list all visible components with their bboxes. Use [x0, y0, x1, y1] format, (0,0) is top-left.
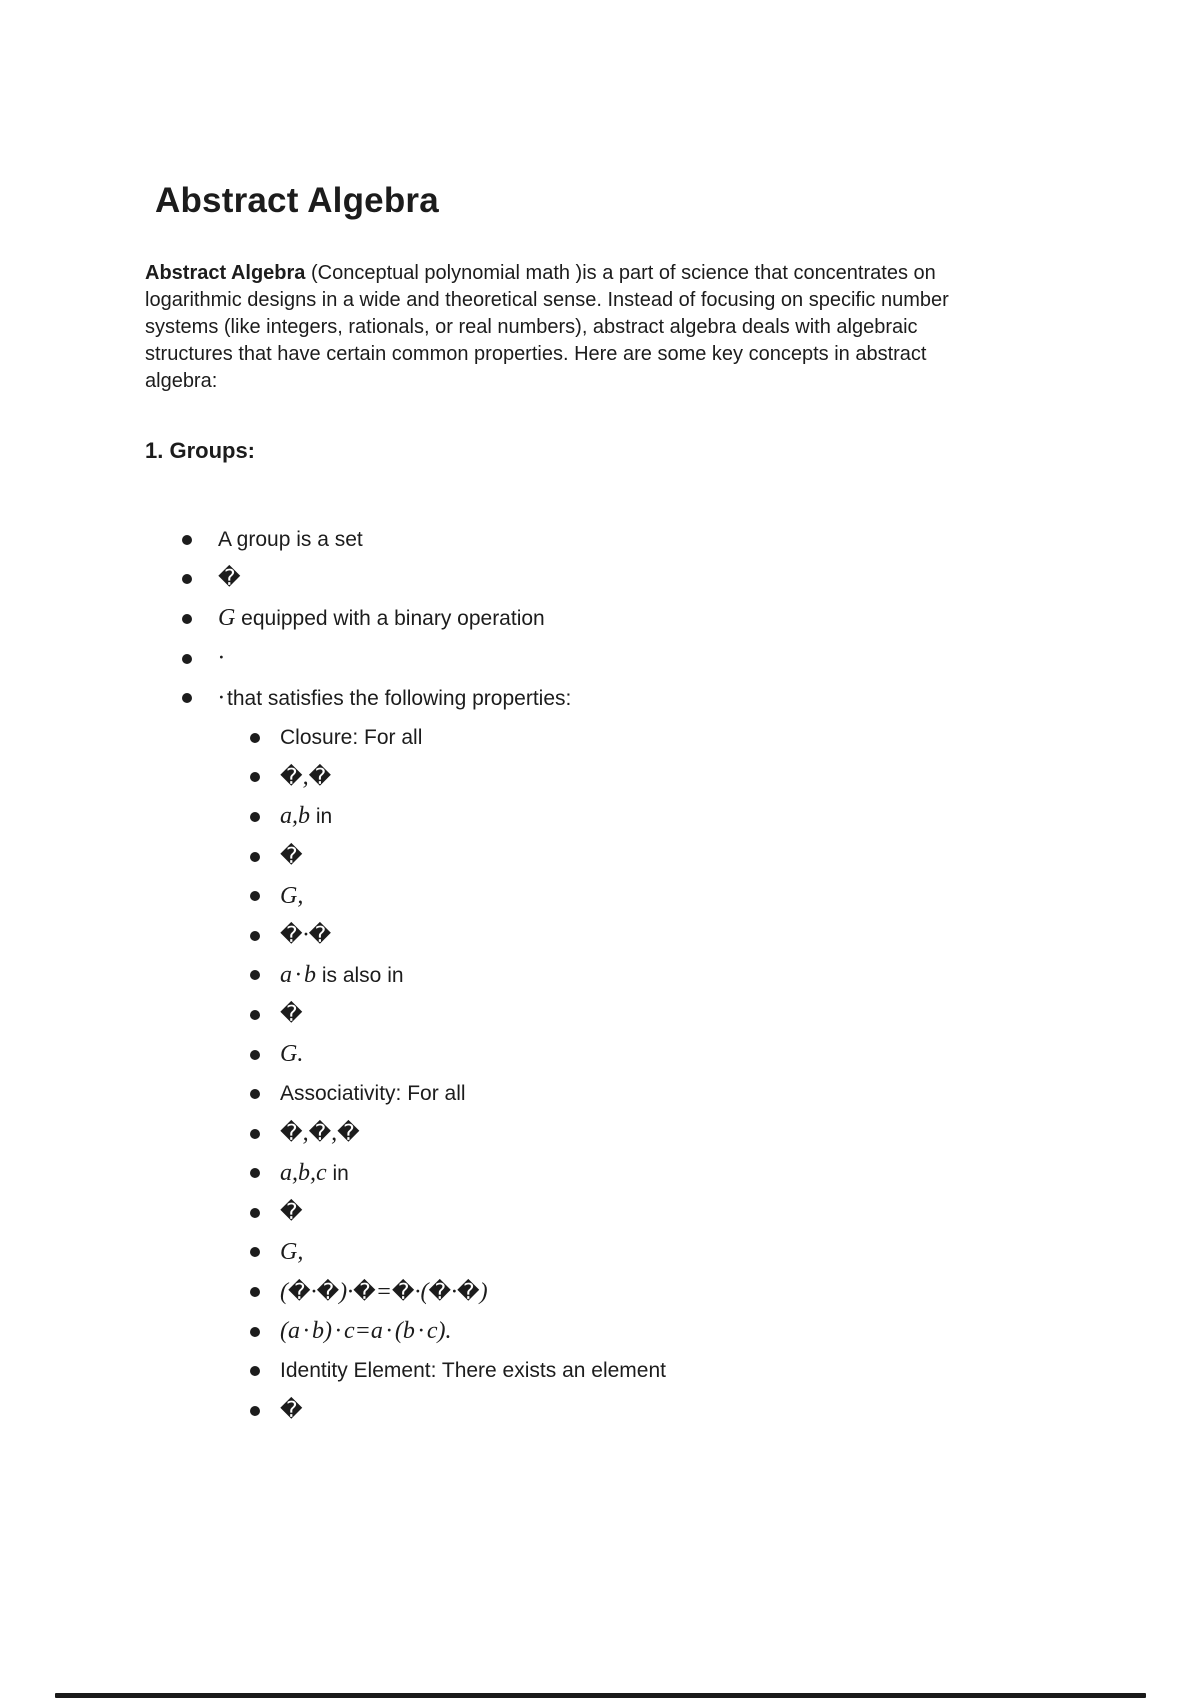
math-token: · [451, 1278, 458, 1305]
list-item [0, 1154, 1200, 1194]
intro-line-text: (Conceptual polynomial math )is a part of science that concentrates on [305, 262, 936, 284]
math-token: = [375, 1278, 392, 1305]
bullet-icon [182, 535, 192, 545]
list-item [0, 1272, 1200, 1312]
intro-line: structures that have certain common properties. Here are some key concepts in abstract [145, 343, 927, 365]
groups-list [0, 520, 1200, 1431]
list-item [0, 639, 1200, 679]
list-item-text [218, 643, 224, 674]
list-item [0, 995, 1200, 1035]
bullet-icon [250, 1327, 260, 1337]
bullet-icon [250, 1050, 260, 1060]
list-item-text [280, 960, 404, 991]
math-token: G. [280, 1041, 304, 1068]
list-item-text [218, 564, 241, 594]
bullet-icon [250, 1089, 260, 1099]
bullet-icon [250, 1208, 260, 1218]
bullet-icon [250, 852, 260, 862]
list-item-text [280, 1396, 303, 1426]
list-item [0, 956, 1200, 996]
replacement-char: � [457, 1279, 480, 1305]
math-token: ·( [414, 1278, 429, 1305]
replacement-char: � [337, 1121, 360, 1147]
replacement-char: � [428, 1279, 452, 1305]
plain-text: Identity Element: There exists an element [280, 1359, 666, 1383]
list-item-text [280, 1198, 303, 1228]
list-item-text [218, 683, 571, 714]
section-heading: 1. Groups: [145, 438, 256, 463]
bullet-icon [250, 1406, 260, 1416]
plain-text: A group is a set [218, 527, 363, 551]
math-token: · [218, 645, 224, 672]
page-bottom-divider [55, 1693, 1146, 1698]
replacement-char: � [280, 843, 303, 869]
intro-line: algebra: [145, 370, 218, 392]
list-item-text [280, 1158, 349, 1189]
replacement-char: � [391, 1279, 415, 1305]
math-token: ( [280, 1278, 288, 1305]
list-item [0, 916, 1200, 956]
list-item [0, 837, 1200, 877]
list-item-text [280, 762, 331, 793]
page-title: Abstract Algebra [155, 181, 439, 220]
list-item-text [280, 1118, 360, 1149]
list-item-text [280, 1237, 303, 1268]
replacement-char: � [280, 923, 303, 949]
intro-line [145, 260, 949, 287]
list-item [0, 560, 1200, 600]
bullet-icon [250, 772, 260, 782]
math-token: G [218, 605, 236, 632]
bullet-icon [250, 733, 260, 743]
bullet-icon [182, 693, 192, 703]
list-item [0, 797, 1200, 837]
replacement-char: � [308, 923, 332, 949]
replacement-char: � [316, 1279, 340, 1305]
bullet-icon [250, 812, 260, 822]
math-token: a,b,c [280, 1159, 327, 1186]
intro-paragraph [145, 260, 949, 395]
list-item-text [280, 723, 422, 753]
intro-line: logarithmic designs in a wide and theoretical sense. Instead of focusing on specific number [145, 289, 949, 311]
bullet-icon [250, 931, 260, 941]
math-token: · [302, 922, 309, 949]
list-item [0, 1312, 1200, 1352]
bullet-icon [250, 1287, 260, 1297]
replacement-char: � [280, 1397, 303, 1423]
intro-line: systems (like integers, rationals, or real numbers), abstract algebra deals with algebraic [145, 316, 918, 338]
replacement-char: � [308, 764, 332, 790]
list-item-text [280, 1039, 303, 1070]
list-item-text [218, 525, 363, 555]
plain-text: in [326, 1161, 349, 1185]
list-item-text [280, 1000, 303, 1030]
math-token: · [310, 1278, 317, 1305]
plain-text: in [310, 805, 333, 829]
list-item [0, 678, 1200, 718]
plain-text: Closure: For all [280, 725, 423, 749]
list-item-text [280, 1356, 666, 1386]
list-item [0, 1351, 1200, 1391]
list-item [0, 599, 1200, 639]
replacement-char: � [218, 566, 241, 592]
bullet-icon [250, 1168, 260, 1178]
list-item-text [218, 603, 545, 634]
math-token: · [218, 684, 227, 711]
math-token: )· [339, 1278, 354, 1305]
math-token: a · b [280, 961, 316, 988]
math-token: , [331, 1120, 338, 1147]
list-item-text [280, 881, 303, 912]
math-token: , [302, 763, 309, 790]
plain-text: that satisfies the following properties: [227, 686, 572, 710]
list-item-text [280, 842, 303, 872]
bullet-icon [250, 1129, 260, 1139]
list-item [0, 520, 1200, 560]
plain-text: Associativity: For all [280, 1082, 466, 1106]
math-token: ) [479, 1278, 488, 1305]
list-item-text [280, 801, 332, 832]
replacement-char: � [280, 1001, 303, 1027]
list-item [0, 1074, 1200, 1114]
replacement-char: � [288, 1279, 311, 1305]
list-item [0, 718, 1200, 758]
list-item-text [280, 1316, 451, 1347]
list-item [0, 876, 1200, 916]
bullet-icon [182, 574, 192, 584]
list-item-text [280, 920, 331, 951]
bullet-icon [250, 891, 260, 901]
math-token: G, [280, 882, 304, 909]
list-item-text [280, 1277, 488, 1308]
replacement-char: � [308, 1121, 332, 1147]
bullet-icon [250, 1010, 260, 1020]
list-item [0, 1114, 1200, 1154]
math-token: , [302, 1120, 309, 1147]
math-token: (a · b) · c=a · (b · c). [280, 1318, 452, 1345]
bullet-icon [250, 970, 260, 980]
replacement-char: � [280, 1121, 303, 1147]
replacement-char: � [280, 1199, 303, 1225]
list-item [0, 1391, 1200, 1431]
list-item [0, 1035, 1200, 1075]
replacement-char: � [280, 764, 303, 790]
intro-lead-bold: Abstract Algebra [145, 262, 306, 284]
bullet-icon [250, 1366, 260, 1376]
list-item [0, 758, 1200, 798]
bullet-icon [182, 614, 192, 624]
math-token: a,b [280, 803, 310, 830]
replacement-char: � [353, 1279, 376, 1305]
plain-text: equipped with a binary operation [235, 607, 545, 631]
bullet-icon [182, 654, 192, 664]
list-item-text [280, 1079, 466, 1109]
list-item [0, 1233, 1200, 1273]
plain-text: is also in [316, 963, 404, 987]
math-token: G, [280, 1238, 304, 1265]
bullet-icon [250, 1247, 260, 1257]
list-item [0, 1193, 1200, 1233]
